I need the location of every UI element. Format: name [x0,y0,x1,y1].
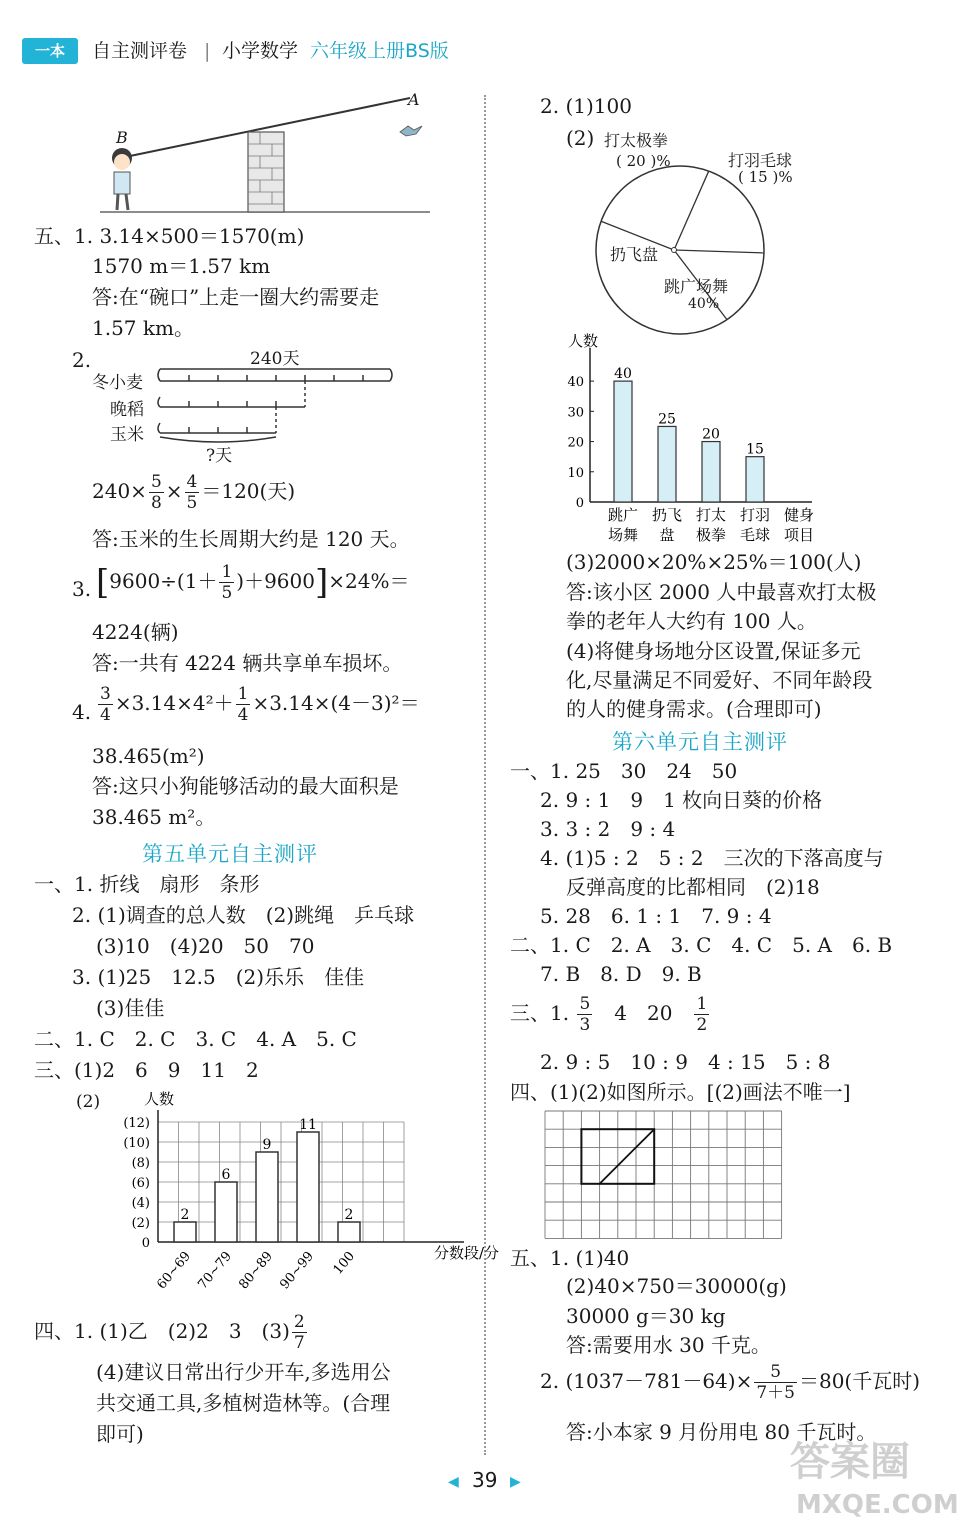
y-tick-label: 20 [567,435,584,451]
fraction [694,994,709,1035]
pie-label-dance-percent: 40% [688,296,720,312]
x-tick-label: 场舞 [607,526,639,544]
pie-label-taiji-percent: ( 20 )% [616,152,671,170]
answer-line: (3)2000×20%×25%＝100(人) [566,550,862,574]
bar [338,1222,360,1242]
numerator: 5 [754,1362,797,1383]
x-tick-label: 扔飞 [651,506,683,524]
x-tick-label: 100 [330,1248,359,1278]
y-tick-label: 40 [567,375,584,391]
bar [702,442,720,502]
answer-line: 答:需要用水 30 千克。 [566,1333,771,1357]
label-a: A [408,90,420,109]
numerator: 1 [237,684,249,704]
answer-line: 3. 3 : 2 9 : 4 [540,817,676,841]
numerator: 2 [293,1312,305,1332]
answer-line: 二、1. C 2. A 3. C 4. C 5. A 6. B [510,933,893,957]
answer-line: 5. 28 6. 1 : 1 7. 9 : 4 [540,904,772,928]
fitness-bar-chart [540,334,840,546]
answer-line: 二、1. C 2. C 3. C 4. A 5. C [34,1027,357,1051]
pie-center [672,248,677,253]
y-tick-label: (10) [123,1136,150,1151]
x-tick-label: 跳广 [607,506,639,524]
answer-line [34,1312,309,1353]
y-tick-label: 0 [575,496,584,511]
answer-line: (2) [76,1092,101,1112]
y-axis-label: 人数 [568,332,599,350]
pie-label-dance: 跳广场舞 [664,277,729,296]
answer-line: 答:一共有 4224 辆共享单车损坏。 [92,651,403,675]
formula-part: 9600÷(1＋ [109,569,218,593]
formula-part: × [165,479,183,503]
answer-line: (2)40×750＝30000(g) [566,1274,787,1298]
answer-line: 7. B 8. D 9. B [540,962,702,986]
fraction [149,472,164,513]
bar [614,381,632,502]
bar-data-label: 2 [180,1207,190,1223]
bar [174,1222,196,1242]
y-tick-label: (8) [131,1156,150,1171]
denominator: 7 [293,1333,305,1353]
answer-text: 2. (1037－781－64)× [540,1369,753,1393]
answer-text: 4 20 [614,1001,673,1025]
x-tick-label: 70~79 [195,1248,236,1293]
answer-line: 2. (1)100 [540,94,632,118]
pie-label-badminton-percent: ( 15 )% [738,168,793,186]
x-tick-label: 健身 [783,506,815,524]
answer-line: 答:在“碗口”上走一圈大约需要走 [92,285,380,309]
fraction [292,1312,307,1353]
denominator: 5 [186,493,198,513]
fraction [219,562,234,603]
header-separator: | [204,40,211,62]
answer-line: 38.465(m²) [92,744,205,768]
fraction [98,684,113,725]
fraction [236,684,251,725]
answer-line: 化,尽量满足不同爱好、不同年龄段 [566,668,873,692]
bar-data-label: 6 [221,1167,231,1183]
denominator: 7＋5 [756,1383,795,1403]
label-b: B [116,128,128,147]
question-number: 2. [72,348,92,372]
question-number: 3. [72,577,92,601]
answer-line [540,1362,920,1403]
answer-line: 2. (1)调查的总人数 (2)跳绳 乒乓球 [72,903,415,927]
answer-line: 共交通工具,多植树造林等。(合理 [96,1391,391,1415]
answer-line: 1.57 km。 [92,316,194,340]
bar-data-label: 20 [702,426,720,443]
answer-line [510,994,711,1035]
answer-line: 答:小本家 9 月份用电 80 千瓦时。 [566,1420,877,1444]
y-axis-label: 人数 [144,1090,175,1108]
formula-part: )＋9600 [236,569,315,593]
sight-line-figure [100,88,440,218]
numerator: 1 [221,562,233,582]
answer-line: 3. (1)25 12.5 (2)乐乐 佳佳 [72,965,365,989]
pie-label-frisbee: 扔飞盘 [610,245,659,264]
watermark-url: MXQE.COM [796,1490,959,1520]
answer-line: 四、(1)(2)如图所示。[(2)画法不唯一] [510,1080,851,1104]
x-tick-label: 80~89 [236,1248,277,1293]
answer-text: 四、1. (1)乙 (2)2 3 (3) [34,1319,290,1343]
bar-data-label: 11 [299,1117,317,1133]
answer-line: (3)佳佳 [96,996,165,1020]
formula-part: ＝120(天) [201,479,296,503]
fraction [185,472,200,513]
answer-line: 拳的老年人大约有 100 人。 [566,609,817,633]
formula-line [96,684,420,725]
fraction [754,1362,797,1403]
denominator: 4 [237,705,249,725]
watermark-logo: 答案圈 [790,1439,910,1485]
denominator: 3 [579,1015,591,1035]
y-tick-label: (4) [131,1196,150,1211]
prev-page-arrow-icon: ◀ [448,1474,459,1490]
answer-line: (4)建议日常出行少开车,多选用公 [96,1360,391,1384]
formula-line [96,562,409,603]
numerator: 5 [579,994,591,1014]
numerator: 1 [696,994,708,1014]
bar [256,1152,278,1242]
denominator: 4 [100,705,111,725]
answer-line: 答:玉米的生长周期大约是 120 天。 [92,527,410,551]
bar-data-label: 2 [344,1207,354,1223]
answer-line: 30000 g＝30 kg [566,1304,726,1328]
answer-line: 1570 m＝1.57 km [92,254,271,278]
numerator: 4 [186,472,198,492]
bar [658,426,676,502]
answer-line: 的人的健身需求。(合理即可) [566,697,822,721]
score-bar-chart [100,1082,500,1293]
y-tick-label: (12) [123,1116,150,1131]
fraction [577,994,592,1035]
segment-label-wheat: 冬小麦 [92,373,143,393]
answer-line: (2) [566,126,595,150]
header-subject: 小学数学 [222,40,299,62]
formula-part: ×3.14×(4－3)²＝ [252,691,420,715]
formula-part: 240× [92,479,147,503]
answer-text: ＝80(千瓦时) [798,1369,921,1393]
segment-diagram [155,365,400,445]
bracket: ] [314,562,329,603]
x-tick-label: 90~99 [277,1248,318,1293]
x-tick-label: 打羽 [739,506,771,524]
section-title-unit6: 第六单元自主测评 [612,730,788,754]
formula-part: ×3.14×4²＋ [114,691,234,715]
x-tick-label: 毛球 [739,526,771,544]
header-title: 自主测评卷 [92,40,188,62]
answer-line: (4)将健身场地分区设置,保证多元 [566,639,861,663]
section-title-unit5: 第五单元自主测评 [142,842,318,866]
header-grade: 六年级上册BS版 [310,40,449,62]
denominator: 2 [696,1015,708,1035]
answer-line: 答:这只小狗能够活动的最大面积是 [92,774,399,798]
answer-line: 一、1. 25 30 24 50 [510,759,738,783]
next-page-arrow-icon: ▶ [510,1474,521,1490]
y-tick-label: (2) [131,1216,150,1231]
formula-line [92,472,295,513]
answer-line: 2. 9 : 5 10 : 9 4 : 15 5 : 8 [540,1050,831,1074]
answer-line: 三、(1)2 6 9 11 2 [34,1058,259,1082]
segment-total-label: 240天 [250,349,300,369]
y-tick-label: 0 [141,1236,150,1251]
segment-question-label: ?天 [206,446,233,466]
x-tick-label: 极拳 [695,526,727,544]
answer-line: (3)10 (4)20 50 70 [96,934,315,958]
x-tick-label: 60~69 [154,1248,195,1293]
bar [746,457,764,502]
formula-part: ×24%＝ [328,569,410,593]
x-axis-label: 分数段/分 [434,1244,500,1262]
grid-drawing [544,1110,784,1238]
bar-data-label: 9 [262,1137,272,1153]
numerator: 3 [100,684,111,704]
denominator: 5 [221,583,233,603]
pie-label-badminton: 打羽毛球 [728,151,793,170]
y-tick-label: (6) [131,1176,150,1191]
answer-text: 三、1. [510,1001,570,1025]
answer-line: 4. (1)5 : 2 5 : 2 三次的下落高度与 [540,846,884,870]
answer-line: 反弹高度的比都相同 (2)18 [566,875,820,899]
answer-line: 答:该小区 2000 人中最喜欢打太极 [566,580,877,604]
answer-line: 38.465 m²。 [92,805,216,829]
bar-data-label: 40 [614,366,632,383]
bar-data-label: 15 [746,441,764,458]
y-tick-label: 10 [567,465,584,481]
numerator: 5 [150,472,162,492]
x-tick-label: 项目 [783,526,815,544]
bar [297,1132,319,1242]
bar-data-label: 25 [658,411,676,428]
answer-line: 一、1. 折线 扇形 条形 [34,872,260,896]
denominator: 8 [150,493,162,513]
answer-line: 五、1. (1)40 [510,1246,630,1270]
x-tick-label: 打太 [695,506,727,524]
answer-line: 2. 9 : 1 9 1 枚向日葵的价格 [540,788,823,812]
answer-line: 五、1. 3.14×500＝1570(m) [34,224,305,248]
answer-line: 4224(辆) [92,620,179,644]
pie-label-taiji: 打太极拳 [604,131,669,150]
drawn-diagonal [600,1129,655,1184]
brand-logo: 一本 [22,38,78,64]
page-number: 39 [472,1468,498,1492]
question-number: 4. [72,700,92,724]
bar [215,1182,237,1242]
segment-label-rice: 晚稻 [110,400,144,420]
answer-line: 即可) [96,1422,144,1446]
segment-label-corn: 玉米 [110,425,144,445]
y-tick-label: 30 [567,405,584,421]
x-tick-label: 盘 [659,526,675,544]
bracket: [ [96,562,110,603]
